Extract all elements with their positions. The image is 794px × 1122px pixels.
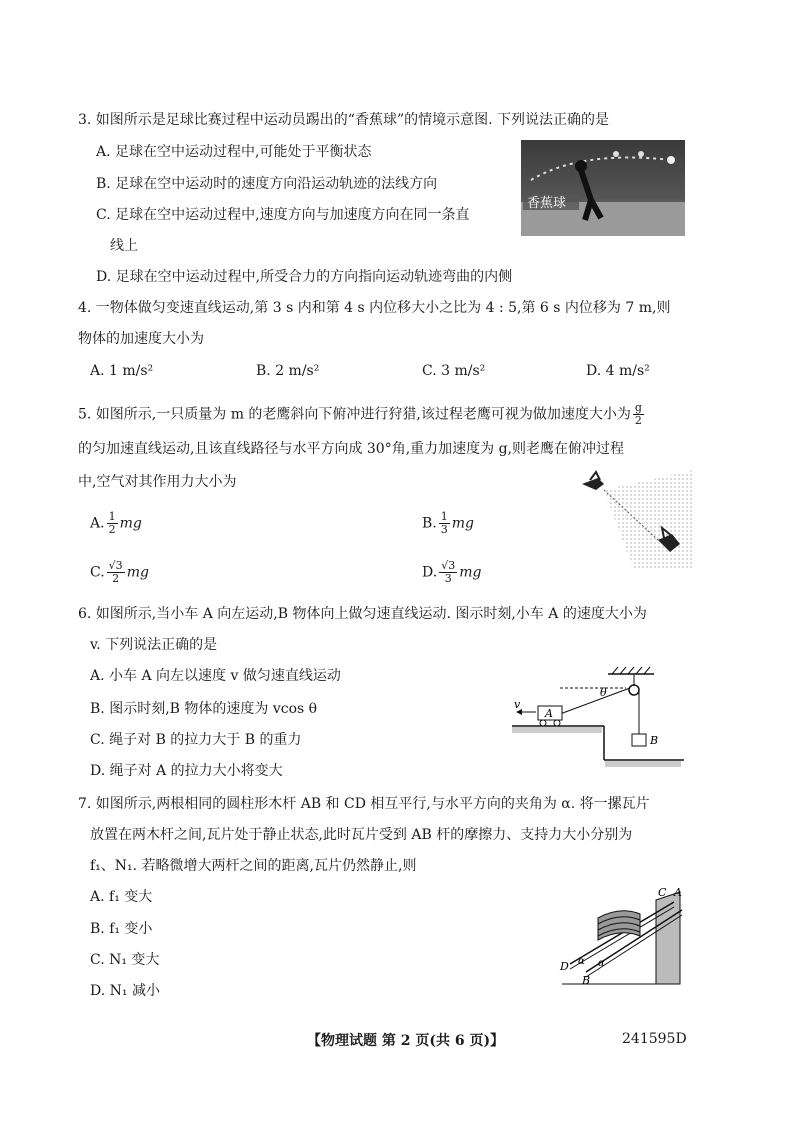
rod-d-label: D: [560, 960, 569, 973]
q6-option-b: B. 图示时刻,B 物体的速度为 vcos θ: [90, 701, 318, 717]
q5-option-b: [422, 511, 474, 536]
q3-option-d: D. 足球在空中运动过程中,所受合力的方向指向运动轨迹弯曲的内侧: [96, 269, 513, 285]
q6-line1: 6. 如图所示,当小车 A 向左运动,B 物体向上做匀速直线运动. 图示时刻,小车 A 的速度大小为: [78, 606, 647, 622]
q3-option-b: B. 足球在空中运动时的速度方向沿运动轨迹的法线方向: [96, 176, 438, 192]
q5-line1: [78, 402, 646, 427]
block-b: [632, 734, 646, 746]
eagle-icon-top: [582, 478, 604, 490]
q5-option-a-num: 1: [108, 510, 116, 523]
q7-line2: 放置在两木杆之间,瓦片处于静止状态,此时瓦片受到 AB 杆的摩擦力、支持力大小分别为: [90, 827, 633, 843]
page-footer-label: 【物理试题 第 2 页(共 6 页)】: [307, 1033, 505, 1049]
q5-option-c-den: 2: [112, 572, 120, 585]
q5-option-d-num: √3: [441, 559, 456, 572]
q6-line2: v. 下列说法正确的是: [90, 637, 218, 653]
photo-caption: 香蕉球: [527, 196, 567, 211]
q7-option-b: B. f₁ 变小: [90, 921, 153, 937]
q5-option-d-den: 3: [444, 572, 452, 585]
q5-option-c-frac: [107, 560, 125, 585]
q4-option-a: A. 1 m/s²: [90, 363, 154, 379]
q5-line3: 中,空气对其作用力大小为: [78, 474, 237, 490]
cart-a-label: A: [545, 707, 553, 720]
q5-option-a: [90, 511, 142, 536]
q6-option-c: C. 绳子对 B 的拉力大于 B 的重力: [90, 732, 302, 748]
q5-option-b-den: 3: [440, 523, 448, 536]
q4-option-b: B. 2 m/s²: [256, 363, 320, 379]
q3-option-c: C. 足球在空中运动过程中,速度方向与加速度方向在同一条直: [96, 207, 470, 223]
q4-line1: 4. 一物体做匀变速直线运动,第 3 s 内和第 4 s 内位移大小之比为 4 : 5,第 6 s 内位移为 7 m,则: [78, 300, 671, 316]
q5-option-b-num: 1: [440, 510, 448, 523]
q7-line1: 7. 如图所示,两根相同的圆柱形木杆 AB 和 CD 相互平行,与水平方向的夹角为 α. 将一摞瓦片: [78, 796, 650, 812]
alpha-label-1: α: [578, 956, 585, 967]
banana-kick-photo: [521, 140, 685, 236]
rod-b-label: B: [582, 974, 591, 987]
q5-frac-den: 2: [634, 414, 642, 427]
q5-option-d: [422, 560, 481, 585]
q4-option-d: D. 4 m/s²: [586, 363, 650, 379]
q5-option-a-label: A.: [90, 515, 105, 532]
exam-code: 241595D: [622, 1031, 687, 1047]
rod-a-label: A: [674, 886, 682, 899]
q5-option-b-mg: mg: [451, 515, 474, 532]
q3-option-a: A. 足球在空中运动过程中,可能处于平衡状态: [96, 144, 372, 160]
q3-option-c-cont: 线上: [110, 238, 138, 254]
q5-option-c-num: √3: [108, 559, 123, 572]
block-b-label: B: [650, 734, 659, 747]
tiles-on-rods-figure: [556, 884, 692, 988]
q5-option-d-frac: [439, 560, 457, 585]
q7-option-d: D. N₁ 减小: [90, 983, 160, 999]
q7-line3: f₁、N₁. 若略微增大两杆之间的距离,瓦片仍然静止,则: [90, 858, 417, 874]
cart-pulley-figure: [508, 664, 684, 774]
rod-c-label: C: [658, 886, 667, 899]
q5-option-d-mg: mg: [459, 564, 482, 581]
alpha-label-2: α: [598, 958, 605, 969]
q6-option-a: A. 小车 A 向左以速度 v 做匀速直线运动: [90, 668, 341, 684]
q5-option-a-mg: mg: [119, 515, 142, 532]
q6-option-d: D. 绳子对 A 的拉力大小将变大: [90, 763, 283, 779]
velocity-label: v: [514, 698, 521, 711]
q5-option-c-mg: mg: [126, 564, 149, 581]
q3-stem: 3. 如图所示是足球比赛过程中运动员踢出的“香蕉球”的情境示意图. 下列说法正确的是: [78, 112, 610, 128]
q5-option-c: [90, 560, 149, 585]
eagle-dive-figure: [574, 470, 694, 570]
theta-label: θ: [600, 686, 607, 699]
q7-option-a: A. f₁ 变大: [90, 889, 153, 905]
q5-option-b-label: B.: [422, 515, 437, 532]
q5-accel-fraction: [633, 402, 644, 427]
q5-option-a-frac: [107, 511, 118, 536]
q5-line2: 的匀加速直线运动,且该直线路径与水平方向成 30°角,重力加速度为 g,则老鹰在俯冲过程: [78, 441, 625, 457]
pulley-icon: [629, 685, 639, 695]
q5-option-c-label: C.: [90, 564, 105, 581]
q5-option-b-frac: [439, 511, 450, 536]
q7-option-c: C. N₁ 变大: [90, 952, 160, 968]
q5-option-a-den: 2: [108, 523, 116, 536]
q5-line1-text: 5. 如图所示,一只质量为 m 的老鹰斜向下俯冲进行狩猎,该过程老鹰可视为做加速度大小为: [78, 406, 631, 423]
q4-line2: 物体的加速度大小为: [78, 331, 204, 347]
q4-option-c: C. 3 m/s²: [422, 363, 486, 379]
q5-option-d-label: D.: [422, 564, 438, 581]
q5-frac-num: g: [634, 401, 642, 414]
